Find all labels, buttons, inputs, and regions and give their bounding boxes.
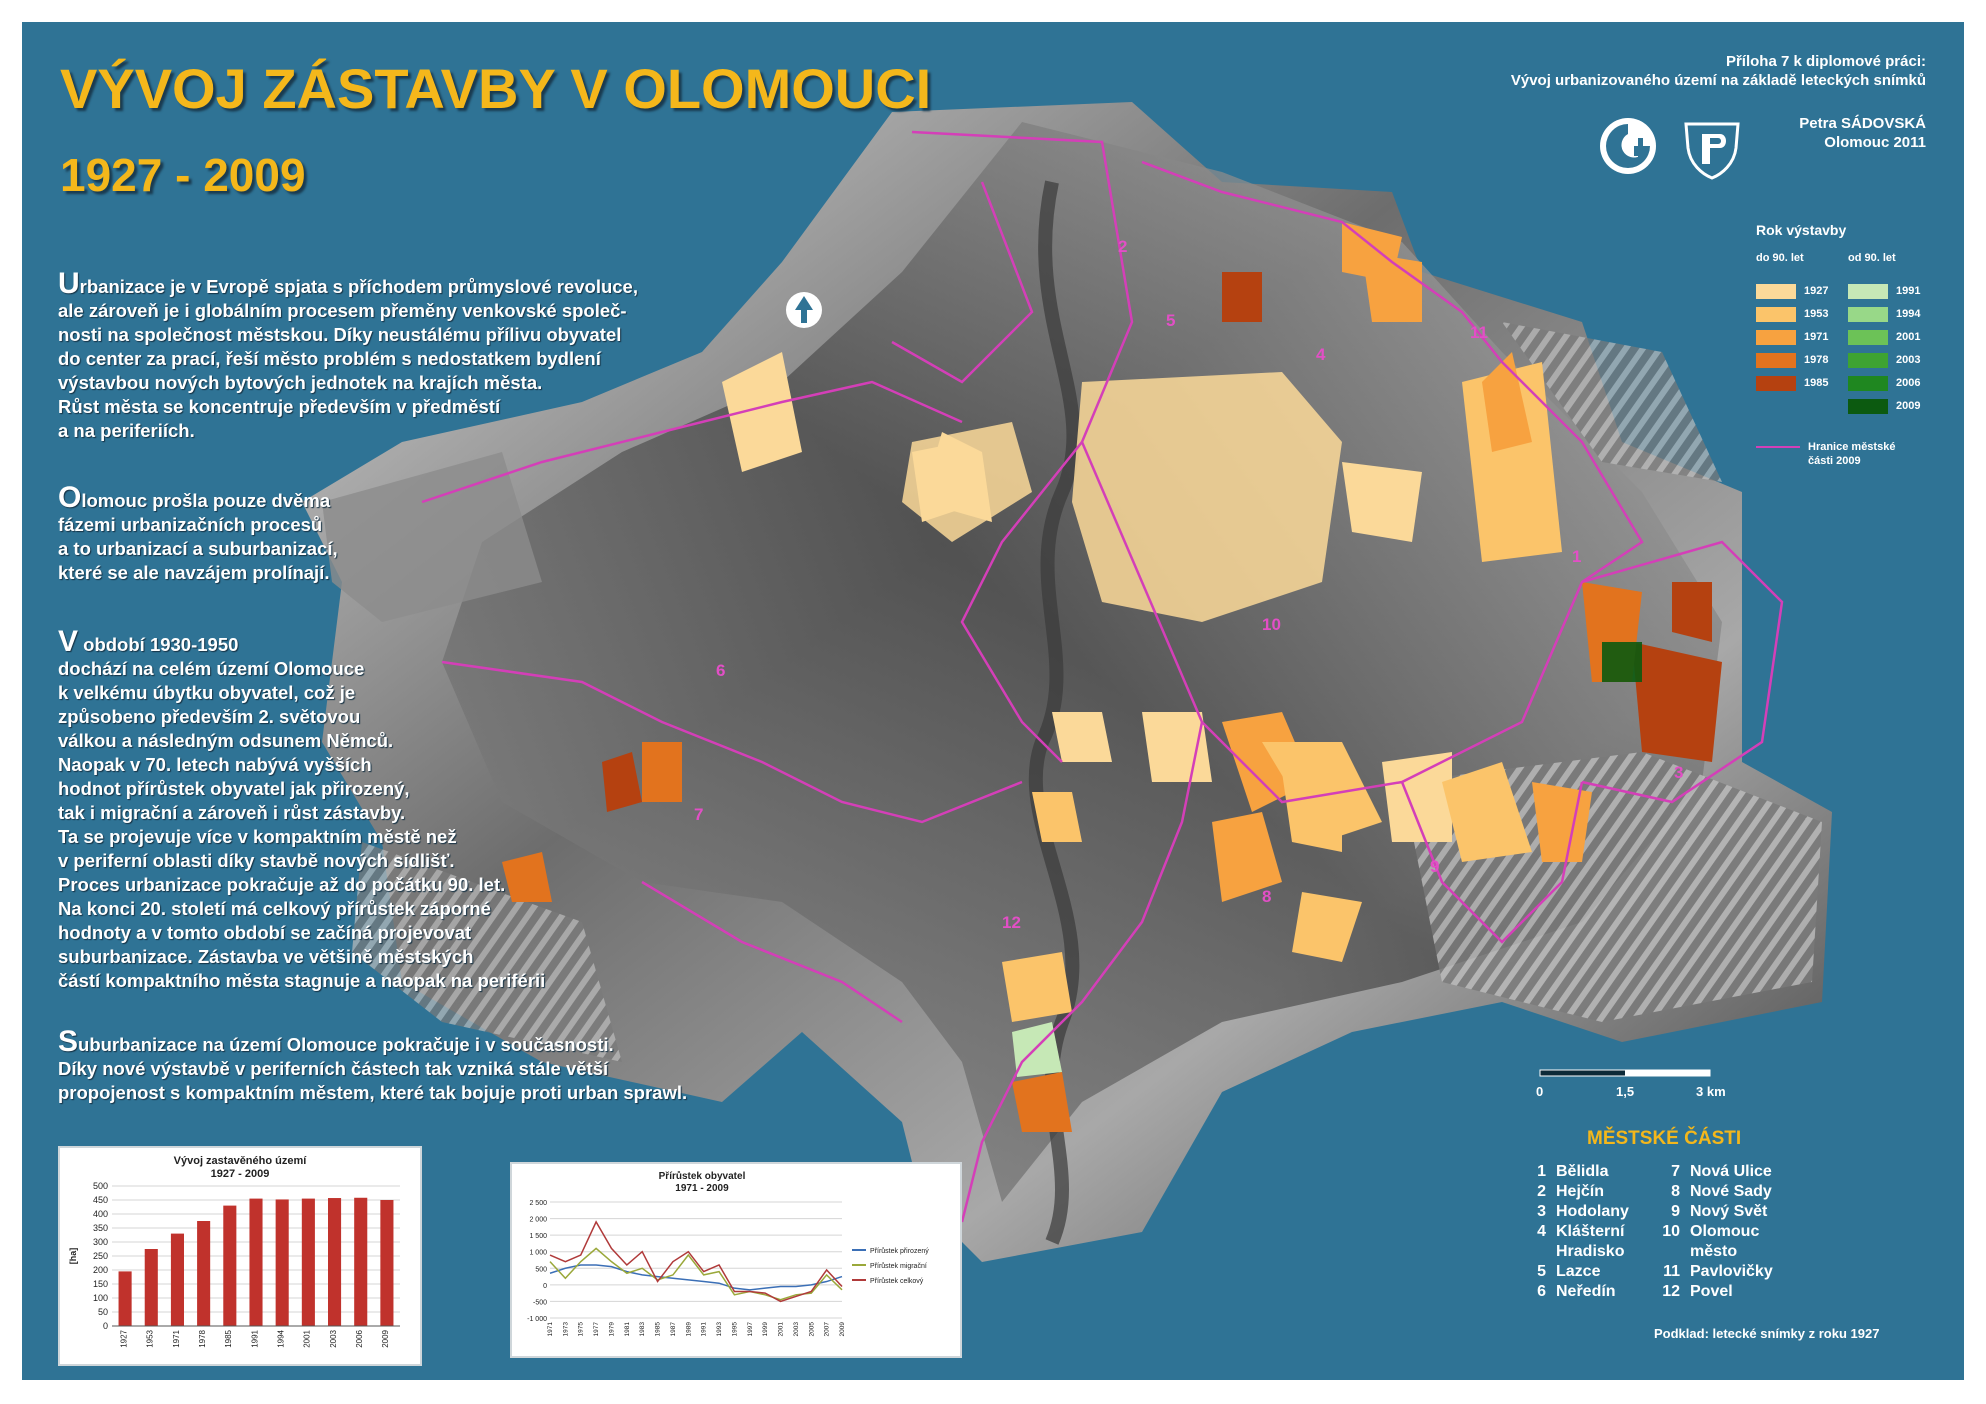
district-name: Povel bbox=[1690, 1283, 1733, 1300]
paragraph-urbanization bbox=[58, 267, 638, 443]
paragraph-line bbox=[58, 897, 545, 921]
line-chart-xtick: 2009 bbox=[839, 1322, 846, 1337]
legend-swatch-2009 bbox=[1848, 399, 1888, 414]
line-chart-xtick: 1995 bbox=[731, 1322, 739, 1337]
district-name: Bělidla bbox=[1556, 1163, 1609, 1180]
line-chart-xtick: 2001 bbox=[777, 1322, 785, 1337]
paragraph-text: válkou a následným odsunem Němců. bbox=[58, 730, 394, 751]
line-chart-series-line bbox=[550, 1248, 842, 1299]
paragraph-initial: S bbox=[58, 1025, 79, 1058]
paragraph-line bbox=[58, 513, 338, 537]
paragraph-line bbox=[58, 753, 545, 777]
line-chart-xtick: 1981 bbox=[623, 1322, 631, 1337]
line-chart-ytick: 1 000 bbox=[529, 1249, 547, 1257]
bar-chart-xtick: 2001 bbox=[302, 1330, 312, 1348]
bar-chart-subtitle: 1927 - 2009 bbox=[210, 1168, 270, 1180]
line-chart-series-line bbox=[550, 1222, 842, 1302]
bar-chart-ytick: 250 bbox=[92, 1251, 108, 1261]
district-number: 3 bbox=[1537, 1203, 1546, 1220]
paragraph-line bbox=[58, 323, 638, 347]
scale-tick-1: 1,5 bbox=[1616, 1084, 1635, 1099]
bar-chart-bar bbox=[171, 1234, 184, 1326]
paragraph-line bbox=[58, 849, 545, 873]
line-chart-ytick: -1 000 bbox=[527, 1316, 547, 1323]
line-chart-xtick: 1983 bbox=[639, 1322, 647, 1337]
legend-swatch-2006 bbox=[1848, 376, 1888, 391]
district-number: 8 bbox=[1671, 1183, 1680, 1200]
district-item bbox=[1524, 1242, 1629, 1262]
paragraph-period bbox=[58, 625, 546, 993]
paragraph-line bbox=[58, 729, 545, 753]
paragraph-text: lomouc prošla pouze dvěma bbox=[81, 490, 331, 511]
paragraph-line bbox=[58, 1057, 687, 1081]
map-label-10: 10 bbox=[1262, 615, 1281, 634]
author-name: Petra SÁDOVSKÁ bbox=[1799, 115, 1926, 132]
bar-chart-xtick: 1991 bbox=[250, 1330, 260, 1348]
district-item bbox=[1658, 1242, 1773, 1262]
bar-chart-xtick: 1953 bbox=[145, 1330, 155, 1348]
paragraph-text: suburbanizace. Zástavba ve většině městských bbox=[58, 946, 474, 967]
bar-chart-bar bbox=[197, 1221, 210, 1326]
district-item bbox=[1658, 1222, 1773, 1242]
paragraph-line bbox=[58, 1081, 687, 1105]
scale-tick-2: 3 km bbox=[1696, 1084, 1726, 1099]
paragraph-text: tak i migrační a zároveň i růst zástavby. bbox=[58, 802, 406, 823]
paragraph-line bbox=[58, 969, 545, 993]
author-place-year: Olomouc 2011 bbox=[1824, 134, 1926, 151]
district-name: Klášterní bbox=[1556, 1223, 1625, 1240]
line-chart-legend-label: Přírůstek celkový bbox=[870, 1278, 924, 1285]
legend-swatch-1927 bbox=[1756, 284, 1796, 299]
paragraph-line bbox=[58, 777, 545, 801]
bar-chart-bar bbox=[249, 1199, 262, 1326]
bar-chart-xtick: 1985 bbox=[224, 1330, 234, 1348]
bar-chart-box bbox=[58, 1146, 422, 1366]
paragraph-line bbox=[58, 561, 338, 585]
legend-label-1994: 1994 bbox=[1896, 308, 1921, 320]
bar-chart-ytick: 400 bbox=[92, 1209, 108, 1219]
north-arrow-icon bbox=[784, 290, 824, 330]
district-number: 11 bbox=[1663, 1263, 1680, 1280]
legend-label-2001: 2001 bbox=[1896, 331, 1921, 343]
legend-swatch-1971 bbox=[1756, 330, 1796, 345]
legend-swatch-2001 bbox=[1848, 330, 1888, 345]
line-chart-subtitle: 1971 - 2009 bbox=[675, 1183, 729, 1194]
paragraph-line bbox=[58, 299, 638, 323]
source-note: Podklad: letecké snímky z roku 1927 bbox=[1654, 1326, 1880, 1341]
bar-chart-xtick: 1994 bbox=[276, 1330, 286, 1348]
line-chart bbox=[512, 1164, 960, 1356]
line-chart-ytick: 500 bbox=[535, 1266, 547, 1274]
line-chart-xtick: 1997 bbox=[746, 1322, 754, 1337]
paragraph-text: Naopak v 70. letech nabývá vyšších bbox=[58, 754, 372, 775]
paragraph-line bbox=[58, 801, 545, 825]
paragraph-suburbanization bbox=[58, 1025, 688, 1105]
paragraph-line bbox=[58, 945, 545, 969]
district-name: Nový Svět bbox=[1690, 1203, 1768, 1220]
paragraph-text: hodnot přírůstek obyvatel jak přirozený, bbox=[58, 778, 410, 799]
line-chart-ytick: 2 000 bbox=[529, 1216, 547, 1224]
paragraph-line bbox=[58, 395, 638, 419]
district-item bbox=[1658, 1162, 1773, 1182]
line-chart-xtick: 1987 bbox=[669, 1322, 677, 1337]
line-chart-legend-label: Přírůstek migrační bbox=[870, 1263, 927, 1270]
line-chart-ytick: -500 bbox=[532, 1299, 547, 1307]
appendix-line-2: Vývoj urbanizovaného území na základě leteckých snímků bbox=[1510, 72, 1926, 89]
paragraph-line bbox=[58, 625, 545, 658]
poster bbox=[22, 22, 1964, 1380]
paragraph-text: v periferní oblasti díky stavbě nových sídlišť. bbox=[58, 850, 455, 871]
paragraph-text: do center za prací, řeší město problém s nedostatkem bydlení bbox=[58, 348, 601, 369]
paragraph-text: výstavbou nových bytových jednotek na krajích města. bbox=[58, 372, 543, 393]
paragraph-line bbox=[58, 873, 545, 897]
district-number: 1 bbox=[1537, 1163, 1546, 1180]
districts-list-left bbox=[1524, 1162, 1629, 1302]
line-chart-legend-label: Přírůstek přirozený bbox=[870, 1248, 929, 1255]
legend-swatch-1991 bbox=[1848, 284, 1888, 299]
legend-label-1985: 1985 bbox=[1804, 377, 1829, 389]
line-chart-ytick: 1 500 bbox=[529, 1233, 547, 1241]
map-label-4: 4 bbox=[1316, 345, 1326, 364]
paragraph-line bbox=[58, 347, 638, 371]
paragraph-text: rbanizace je v Evropě spjata s příchodem průmyslové revoluce, bbox=[79, 276, 638, 297]
paragraph-line bbox=[58, 681, 545, 705]
line-chart-xtick: 1989 bbox=[685, 1322, 693, 1337]
line-chart-xtick: 2005 bbox=[808, 1322, 816, 1337]
paragraph-line bbox=[58, 481, 338, 514]
legend-title: Rok výstavby bbox=[1756, 222, 1847, 238]
legend-boundary-line-1: Hranice městské bbox=[1808, 441, 1896, 453]
legend-label-1971: 1971 bbox=[1804, 331, 1829, 343]
poster-title: VÝVOJ ZÁSTAVBY V OLOMOUCI bbox=[60, 57, 932, 120]
paragraph-phases bbox=[58, 481, 338, 585]
bar-chart-bar bbox=[302, 1199, 315, 1326]
map-label-2: 2 bbox=[1118, 237, 1128, 256]
paragraph-text: ale zároveň je i globálním procesem přeměny venkovské společ- bbox=[58, 300, 627, 321]
paragraph-line bbox=[58, 657, 545, 681]
paragraph-text: uburbanizace na území Olomouce pokračuje i v současnosti. bbox=[78, 1034, 614, 1055]
paragraph-text: Růst města se koncentruje především v předměstí bbox=[58, 396, 501, 417]
district-number: 7 bbox=[1671, 1163, 1680, 1180]
paragraph-initial: V bbox=[58, 625, 79, 658]
line-chart-xtick: 1991 bbox=[700, 1322, 708, 1337]
paragraph-line bbox=[58, 371, 638, 395]
bar-chart-bar bbox=[328, 1198, 341, 1326]
paragraph-line bbox=[58, 267, 638, 300]
bar-chart-ytick: 450 bbox=[92, 1195, 108, 1205]
district-name: Neředín bbox=[1556, 1283, 1616, 1300]
district-item bbox=[1658, 1262, 1773, 1282]
bar-chart-xtick: 2006 bbox=[355, 1330, 365, 1348]
district-item bbox=[1524, 1162, 1629, 1182]
geoinformatics-logo bbox=[1598, 116, 1658, 176]
line-chart-xtick: 1985 bbox=[654, 1322, 662, 1337]
line-chart-xtick: 1979 bbox=[608, 1322, 616, 1337]
bar-chart-xtick: 2003 bbox=[328, 1330, 338, 1348]
district-item bbox=[1658, 1202, 1773, 1222]
bar-chart-ytick: 300 bbox=[92, 1237, 108, 1247]
line-chart-box bbox=[510, 1162, 962, 1358]
legend-label-1953: 1953 bbox=[1804, 308, 1829, 320]
bar-chart-ytick: 50 bbox=[97, 1307, 108, 1317]
paragraph-text: částí kompaktního města stagnuje a naopak na periférii bbox=[58, 970, 546, 991]
scale-tick-0: 0 bbox=[1536, 1084, 1544, 1099]
legend-boundary-label bbox=[1808, 440, 1895, 468]
legend-label-1978: 1978 bbox=[1804, 354, 1829, 366]
bar-chart-xtick: 1927 bbox=[119, 1330, 129, 1348]
district-name: Lazce bbox=[1556, 1263, 1601, 1280]
districts-list-right bbox=[1658, 1162, 1773, 1302]
paragraph-text: Díky nové výstavbě v periferních částech tak vzniká stále větší bbox=[58, 1058, 609, 1079]
bar-chart-ylabel: [ha] bbox=[68, 1247, 78, 1265]
line-chart-xtick: 2003 bbox=[792, 1322, 800, 1337]
legend-label-2003: 2003 bbox=[1896, 354, 1921, 366]
districts-title: MĚSTSKÉ ČÁSTI bbox=[1587, 1128, 1742, 1149]
paragraph-text: Na konci 20. století má celkový přírůstek záporné bbox=[58, 898, 491, 919]
bar-chart-ytick: 200 bbox=[92, 1265, 108, 1275]
legend-group-before: do 90. let bbox=[1756, 252, 1804, 264]
district-name: město bbox=[1690, 1243, 1738, 1260]
legend-group-after: od 90. let bbox=[1848, 252, 1896, 264]
bar-chart-bar bbox=[223, 1206, 236, 1326]
paragraph-text: a na periferiích. bbox=[58, 420, 195, 441]
paragraph-text: nosti na společnost městskou. Díky neustálému přílivu obyvatel bbox=[58, 324, 622, 345]
paragraph-line bbox=[58, 921, 545, 945]
university-logo bbox=[1680, 116, 1744, 180]
bar-chart-ytick: 150 bbox=[92, 1279, 108, 1289]
district-item bbox=[1524, 1262, 1629, 1282]
bar-chart-ytick: 0 bbox=[102, 1321, 108, 1331]
paragraph-line bbox=[58, 419, 638, 443]
line-chart-xtick: 1977 bbox=[593, 1322, 601, 1337]
paragraph-line bbox=[58, 825, 545, 849]
paragraph-text: které se ale navzájem prolínají. bbox=[58, 562, 330, 583]
district-item bbox=[1658, 1182, 1773, 1202]
legend-swatch-1953 bbox=[1756, 307, 1796, 322]
district-number: 4 bbox=[1537, 1223, 1546, 1240]
district-item bbox=[1658, 1282, 1773, 1302]
scale-bar bbox=[1532, 1068, 1732, 1113]
paragraph-text: a to urbanizací a suburbanizací, bbox=[58, 538, 338, 559]
line-chart-xtick: 1973 bbox=[562, 1322, 570, 1337]
appendix-line-1: Příloha 7 k diplomové práci: bbox=[1725, 53, 1926, 70]
bar-chart-bar bbox=[276, 1199, 289, 1326]
legend-swatch-1994 bbox=[1848, 307, 1888, 322]
district-name: Nová Ulice bbox=[1690, 1163, 1772, 1180]
map-label-11: 11 bbox=[1470, 323, 1488, 342]
paragraph-initial: U bbox=[58, 267, 80, 300]
district-item bbox=[1524, 1282, 1629, 1302]
district-item bbox=[1524, 1202, 1629, 1222]
legend-swatch-1985 bbox=[1756, 376, 1796, 391]
paragraph-text: dochází na celém území Olomouce bbox=[58, 658, 365, 679]
legend-label-1991: 1991 bbox=[1896, 285, 1921, 297]
map-label-3: 3 bbox=[1674, 763, 1684, 782]
bar-chart-ytick: 100 bbox=[92, 1293, 108, 1303]
line-chart-xtick: 1999 bbox=[762, 1322, 770, 1337]
paragraph-text: způsobeno především 2. světovou bbox=[58, 706, 361, 727]
paragraph-text: k velkému úbytku obyvatel, což je bbox=[58, 682, 356, 703]
appendix-info bbox=[1511, 52, 1926, 90]
bar-chart-bar bbox=[354, 1198, 367, 1326]
bar-chart-ytick: 350 bbox=[92, 1223, 108, 1233]
district-number: 9 bbox=[1671, 1203, 1680, 1220]
scale-bar-graphic bbox=[1532, 1068, 1732, 1108]
bar-chart-bar bbox=[145, 1249, 158, 1326]
bar-chart-xtick: 2009 bbox=[381, 1330, 391, 1348]
district-name: Hejčín bbox=[1556, 1183, 1605, 1200]
legend-swatch-1978 bbox=[1756, 353, 1796, 368]
line-chart-xtick: 1993 bbox=[716, 1322, 724, 1337]
district-name: Olomouc bbox=[1690, 1223, 1760, 1240]
paragraph-line bbox=[58, 537, 338, 561]
paragraph-text: fázemi urbanizačních procesů bbox=[58, 514, 323, 535]
line-chart-xtick: 2007 bbox=[823, 1322, 831, 1337]
legend-label-2009: 2009 bbox=[1896, 400, 1921, 412]
district-name: Hodolany bbox=[1556, 1203, 1629, 1220]
paragraph-line bbox=[58, 1025, 687, 1058]
map-label-5: 5 bbox=[1166, 311, 1176, 330]
legend-label-1927: 1927 bbox=[1804, 285, 1829, 297]
bar-chart-bar bbox=[119, 1271, 132, 1326]
district-item bbox=[1524, 1222, 1629, 1242]
author-info bbox=[1799, 114, 1926, 152]
paragraph-initial: O bbox=[58, 481, 82, 514]
paragraph-text: Ta se projevuje více v kompaktním městě než bbox=[58, 826, 457, 847]
map-label-1: 1 bbox=[1572, 547, 1582, 566]
district-name: Pavlovičky bbox=[1690, 1263, 1773, 1280]
district-number: 6 bbox=[1537, 1283, 1546, 1300]
paragraph-text: období 1930-1950 bbox=[78, 634, 239, 655]
legend-swatch-2003 bbox=[1848, 353, 1888, 368]
district-name: Hradisko bbox=[1556, 1243, 1625, 1260]
paragraph-text: hodnoty a v tomto období se začíná projevovat bbox=[58, 922, 472, 943]
legend-boundary-swatch bbox=[1756, 446, 1800, 448]
paragraph-text: Proces urbanizace pokračuje až do počátku 90. let. bbox=[58, 874, 506, 895]
line-chart-ytick: 0 bbox=[543, 1282, 547, 1290]
map-label-12: 12 bbox=[1002, 913, 1021, 932]
bar-chart-bar bbox=[380, 1200, 393, 1326]
map-label-8: 8 bbox=[1262, 887, 1272, 906]
line-chart-xtick: 1971 bbox=[547, 1322, 554, 1337]
district-number: 5 bbox=[1537, 1263, 1546, 1280]
legend-boundary-line-2: části 2009 bbox=[1808, 455, 1861, 467]
line-chart-title: Přírůstek obyvatel bbox=[658, 1171, 746, 1182]
bar-chart-ytick: 500 bbox=[92, 1181, 108, 1191]
map-label-6: 6 bbox=[716, 661, 726, 680]
bar-chart bbox=[60, 1148, 420, 1364]
district-item bbox=[1524, 1182, 1629, 1202]
map-label-9: 9 bbox=[1430, 857, 1440, 876]
bar-chart-title: Vývoj zastavěného území bbox=[173, 1155, 307, 1167]
bar-chart-xtick: 1971 bbox=[171, 1330, 181, 1348]
line-chart-xtick: 1975 bbox=[577, 1322, 585, 1337]
district-number: 12 bbox=[1662, 1283, 1680, 1300]
bar-chart-xtick: 1978 bbox=[197, 1330, 207, 1348]
map-label-7: 7 bbox=[694, 805, 704, 824]
paragraph-line bbox=[58, 705, 545, 729]
district-number: 10 bbox=[1662, 1223, 1680, 1240]
district-number: 2 bbox=[1537, 1183, 1546, 1200]
legend-label-2006: 2006 bbox=[1896, 377, 1921, 389]
paragraph-text: propojenost s kompaktním městem, které tak bojuje proti urban sprawl. bbox=[58, 1082, 688, 1103]
line-chart-ytick: 2 500 bbox=[529, 1200, 547, 1207]
poster-years: 1927 - 2009 bbox=[60, 149, 306, 201]
district-name: Nové Sady bbox=[1690, 1183, 1772, 1200]
